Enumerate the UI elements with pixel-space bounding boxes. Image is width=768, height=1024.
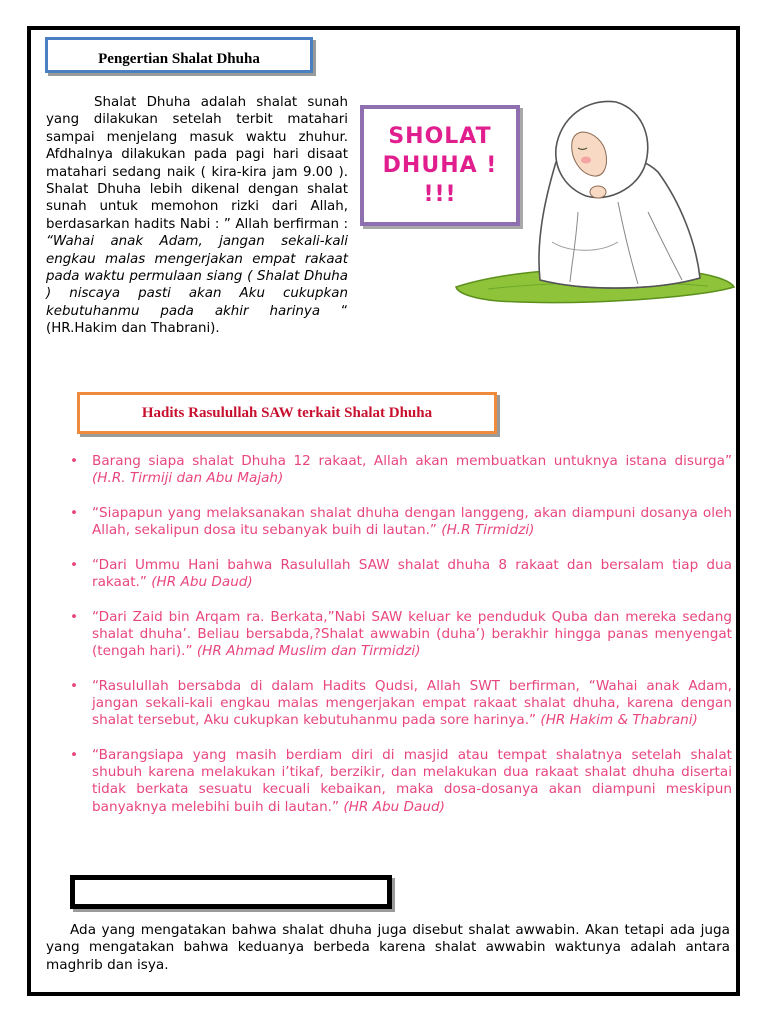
list-item xyxy=(70,678,732,730)
list-item xyxy=(70,453,732,487)
list-item xyxy=(70,557,732,591)
hadith-text: “Dari Zaid bin Arqam ra. Berkata,”Nabi SAW keluar ke penduduk Quba dan mereka sedang shalat dhuha’. Beliau bersabda,?Shalat awwabin (duha’) berakhir hingga panas menyengat (tengah hari).” xyxy=(92,608,732,660)
hadith-text: “Siapapun yang melaksanakan shalat dhuha dengan langgeng, akan diampuni dosanya oleh Allah, sekalipun dosa itu sebanyak buih di lautan.” xyxy=(92,504,732,539)
list-item xyxy=(70,609,732,661)
sholat-dhuha-sticker xyxy=(360,105,520,226)
bullet-icon: • xyxy=(70,677,79,694)
sticker-line-3: !!! xyxy=(423,182,457,207)
intro-paragraph xyxy=(46,94,348,338)
hadith-text: “Dari Ummu Hani bahwa Rasulullah SAW shalat dhuha 8 rakaat dan bersalam tiap dua rakaat.” xyxy=(92,556,732,591)
bullet-icon: • xyxy=(70,556,79,573)
hadith-text: “Barangsiapa yang masih berdiam diri di masjid atau tempat shalatnya setelah shalat shubuh karena melakukan i’tikaf, berzikir, dan melakukan dua rakaat shalat dhuha disertai tidak berkata sesuatu kecuali kebaikan, maka dosa-dosanya akan diampuni meskipun banyaknya melebihi buih di lautan.” xyxy=(92,746,732,815)
closing-paragraph xyxy=(46,922,730,974)
hadith-source: (HR Hakim & Thabrani) xyxy=(540,712,698,729)
sticker-line-2: DHUHA ! xyxy=(382,153,498,178)
list-item xyxy=(70,747,732,816)
section-title-pengertian-text: Pengertian Shalat Dhuha xyxy=(98,51,260,67)
hadith-text: Barang siapa shalat Dhuha 12 rakaat, Allah akan membuatkan untuknya istana disurga” xyxy=(92,453,732,469)
intro-source-text: “ (HR.Hakim dan Thabrani). xyxy=(46,303,348,337)
bullet-icon: • xyxy=(70,746,79,763)
section-title-pengertian xyxy=(45,37,313,73)
hadith-text: “Rasulullah bersabda di dalam Hadits Qudsi, Allah SWT berfirman, “Wahai anak Adam, jangan sekali-kali engkau malas mengerjakan empat rakaat shalat dhuha, karena dengan shalat tersebut, Aku cukupkan kebutuhanmu pada sore harinya.” xyxy=(92,677,732,729)
hadith-source: (HR Abu Daud) xyxy=(343,798,445,815)
hadith-source: (H.R Tirmidzi) xyxy=(441,522,535,539)
hadith-list xyxy=(70,453,732,833)
hadith-source: (HR Abu Daud) xyxy=(151,574,253,591)
hadith-source: (H.R. Tirmiji dan Abu Majah) xyxy=(92,470,284,487)
closing-paragraph-text: Ada yang mengatakan bahwa shalat dhuha juga disebut shalat awwabin. Akan tetapi ada juga yang mengatakan bahwa keduanya berbeda karena shalat awwabin waktunya adalah antara maghrib dan isya. xyxy=(46,922,730,973)
sticker-line-1: SHOLAT xyxy=(388,124,492,149)
hadith-source: (HR Ahmad Muslim dan Tirmidzi) xyxy=(196,643,421,660)
intro-plain-text: Shalat Dhuha adalah shalat sunah yang dilakukan setelah terbit matahari sampai menjelang masuk waktu zhuhur. Afdhalnya dilakukan pada pagi hari disaat matahari sedang naik ( kira-kira jam 9.00 ). Shalat Dhuha lebih dikenal dengan shalat sunah untuk memohon rizki dari Allah, berdasarkan hadits Nabi : ” Allah berfirman : xyxy=(46,95,348,232)
list-item xyxy=(70,505,732,539)
section-title-empty-box xyxy=(70,875,392,909)
section-title-hadits xyxy=(77,392,497,434)
bullet-icon: • xyxy=(70,453,79,469)
section-title-hadits-text: Hadits Rasulullah SAW terkait Shalat Dhuha xyxy=(141,405,433,421)
intro-quote-text: “Wahai anak Adam, jangan sekali-kali engkau malas mengerjakan empat rakaat pada waktu permulaan siang ( Shalat Dhuha ) niscaya pasti akan Aku cukupkan kebutuhanmu pada akhir harinya xyxy=(46,234,348,319)
bullet-icon: • xyxy=(70,504,79,521)
bullet-icon: • xyxy=(70,608,79,625)
